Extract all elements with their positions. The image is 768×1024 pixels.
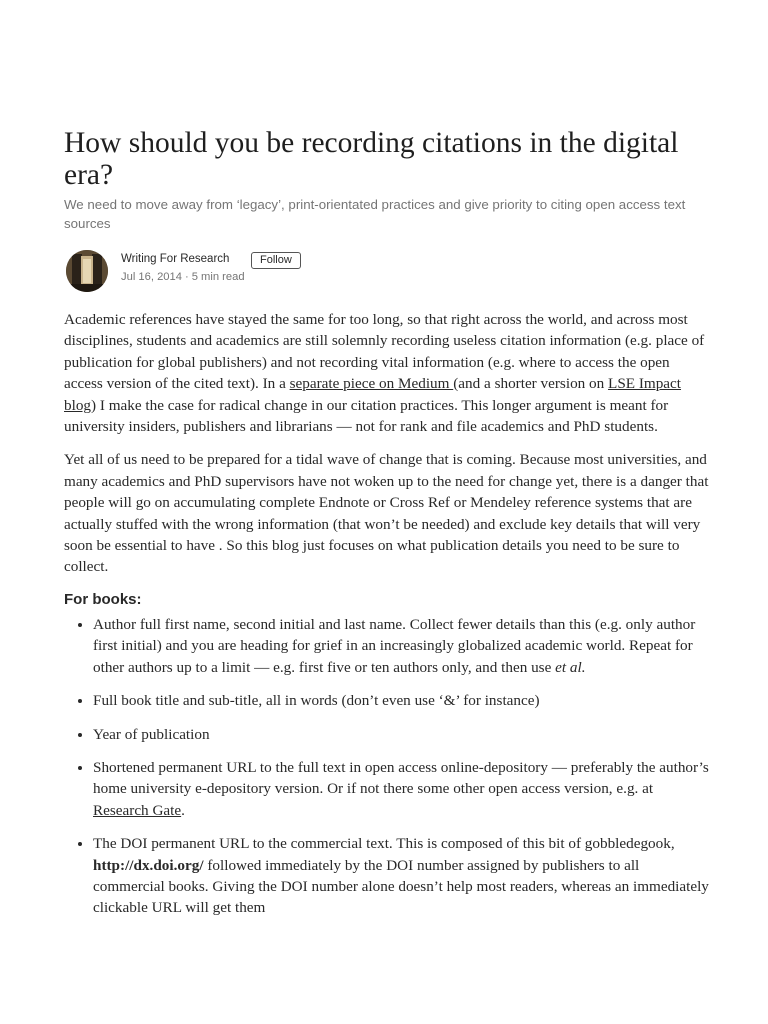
article-meta: [121, 270, 245, 284]
paragraph-text: ) I make the case for radical change in our citation practices. This longer argument is meant for university insiders, publishers and librarians — not for rank and file academics and PhD students.: [64, 396, 669, 436]
article-subtitle: We need to move away from ‘legacy’, print-orientated practices and give priority to citing open access text sources: [64, 197, 686, 231]
paragraph-change: Yet all of us need to be prepared for a tidal wave of change that is coming. Because most universities, and many academics and PhD supervisors have not woken up to the need for change yet, there is a danger that people will go on accumulating complete Endnote or Cross Ref or Mendeley reference systems that are actually stuffed with the wrong information (that won’t be needed) and exclude key details that will very soon be essential to have . So this blog just focuses on what publication details you need to be sure to collect.: [64, 451, 709, 576]
list-item-text: The DOI permanent URL to the commercial text. This is composed of this bit of gobbledegook,: [93, 835, 675, 853]
list-item-text: Author full first name, second initial and last name. Collect fewer details than this (e.g. only author first initial) and you are heading for grief in an increasingly globalized academic world. Repeat for other authors up to a limit — e.g. first five or ten authors only, and then use: [93, 615, 696, 676]
paragraph-text: (and a shorter version on: [453, 375, 609, 393]
article-body: [64, 309, 710, 931]
read-time: 5 min read: [191, 271, 245, 283]
lse-impact-blog-link[interactable]: LSE Impact blog: [64, 375, 682, 414]
list-item-text: .: [181, 801, 185, 819]
author-avatar[interactable]: [66, 250, 108, 292]
article-title: How should you be recording citations in the digital era?: [64, 127, 679, 191]
list-item: • Year of publication: [93, 724, 710, 745]
et-al-text: et al.: [555, 658, 586, 676]
list-item-text: Shortened permanent URL to the full text in open access online-depository — preferably the author’s home university e-depository version. Or if not there some other open access version, e.g. at: [93, 758, 709, 798]
author-name[interactable]: Writing For Research: [121, 253, 230, 265]
paragraph-intro: [64, 309, 710, 437]
books-list: [64, 614, 710, 919]
list-item: [93, 833, 710, 919]
doi-url-text: http://dx.doi.org/: [93, 856, 204, 874]
paragraph-text: Academic references have stayed the same for too long, so that right across the world, and across most disciplines, students and academics are still solemnly recording useless citation information (e.g. place of publication for global publishers) and not recording vital information (e.g. where to access the open access version of the cited text). In a: [64, 311, 705, 393]
meta-separator: ·: [184, 271, 189, 283]
follow-button[interactable]: Follow: [251, 252, 301, 269]
list-item: [93, 614, 710, 678]
list-item-text: followed immediately by the DOI number assigned by publishers to all commercial books. Giving the DOI number alone doesn’t help most readers, whereas an immediately clickable URL will get them: [93, 856, 709, 917]
books-heading: For books:: [64, 590, 142, 608]
publish-date: Jul 16, 2014: [121, 271, 182, 283]
medium-piece-link[interactable]: separate piece on Medium: [289, 375, 454, 393]
list-item: [93, 757, 710, 821]
list-item: • Full book title and sub-title, all in words (don’t even use ‘&’ for instance): [93, 690, 710, 711]
research-gate-link[interactable]: Research Gate: [93, 801, 182, 819]
avatar-image: [66, 250, 108, 292]
